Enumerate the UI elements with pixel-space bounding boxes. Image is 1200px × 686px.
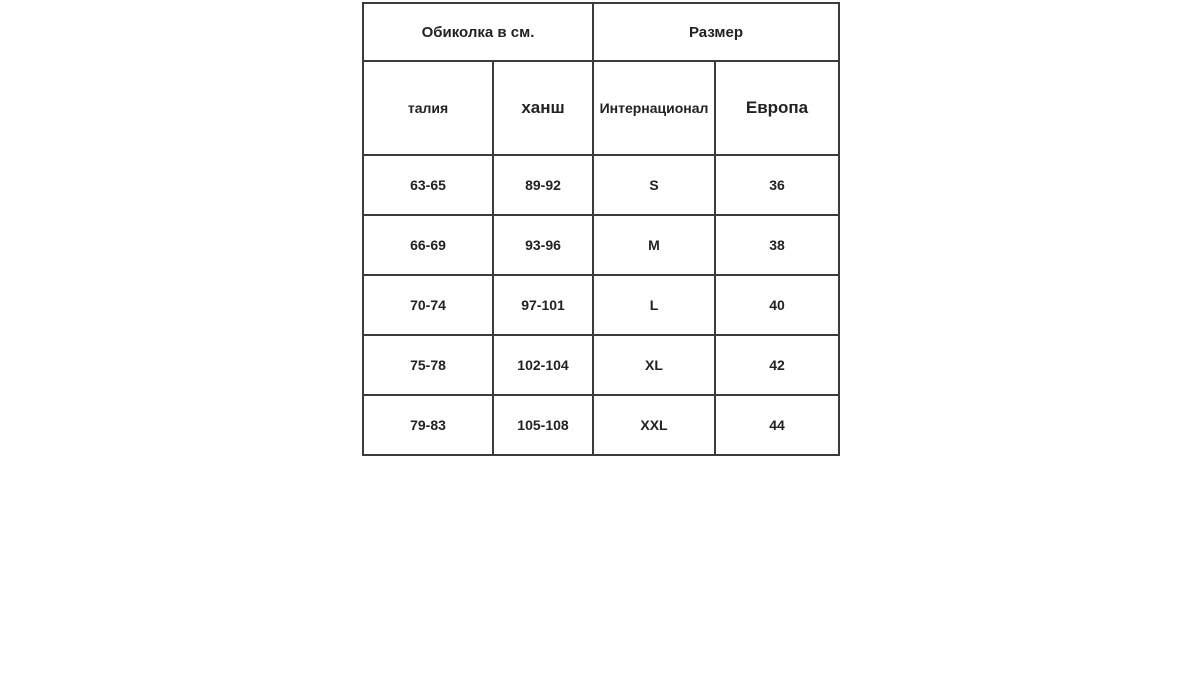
cell-international: L (593, 275, 715, 335)
cell-international: XXL (593, 395, 715, 455)
cell-waist: 79-83 (363, 395, 493, 455)
cell-hip: 102-104 (493, 335, 593, 395)
header-group-size: Размер (593, 3, 839, 61)
cell-europe: 40 (715, 275, 839, 335)
table-row-m (363, 215, 839, 275)
table-row-s (363, 155, 839, 215)
table-row-xxl (363, 395, 839, 455)
header-group-circumference: Обиколка в см. (363, 3, 593, 61)
table-row-xl (363, 335, 839, 395)
cell-europe: 38 (715, 215, 839, 275)
size-chart-table (362, 2, 840, 456)
column-header-row (363, 61, 839, 155)
column-header-europe: Европа (715, 61, 839, 155)
cell-hip: 105-108 (493, 395, 593, 455)
cell-hip: 89-92 (493, 155, 593, 215)
cell-hip: 93-96 (493, 215, 593, 275)
cell-waist: 75-78 (363, 335, 493, 395)
cell-waist: 66-69 (363, 215, 493, 275)
column-header-hip: ханш (493, 61, 593, 155)
cell-europe: 44 (715, 395, 839, 455)
cell-international: S (593, 155, 715, 215)
cell-international: XL (593, 335, 715, 395)
cell-waist: 70-74 (363, 275, 493, 335)
cell-international: M (593, 215, 715, 275)
column-header-international: Интернационал (593, 61, 715, 155)
table-row-l (363, 275, 839, 335)
cell-europe: 42 (715, 335, 839, 395)
cell-waist: 63-65 (363, 155, 493, 215)
cell-europe: 36 (715, 155, 839, 215)
header-group-row (363, 3, 839, 61)
column-header-waist: талия (363, 61, 493, 155)
cell-hip: 97-101 (493, 275, 593, 335)
